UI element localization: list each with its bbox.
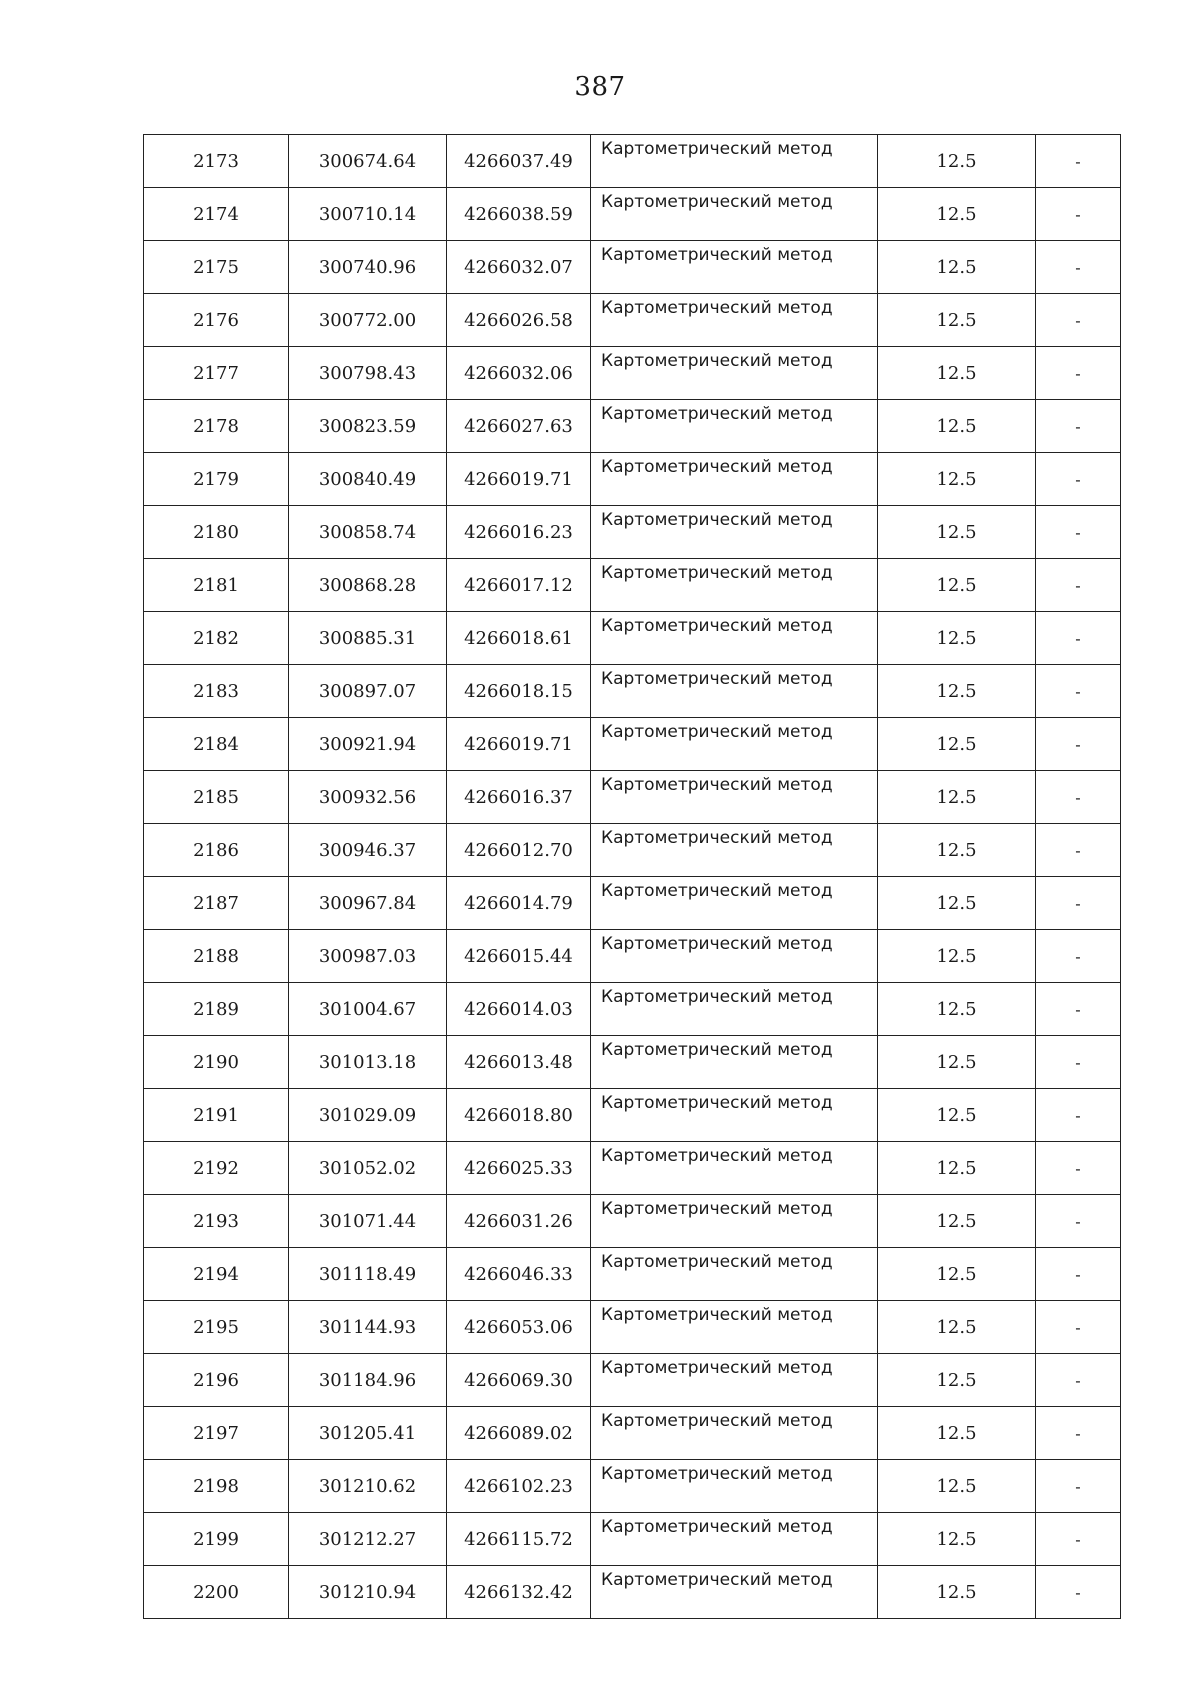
table-row [144, 1036, 1121, 1089]
point-number-cell: 2183 [144, 665, 289, 718]
table-row [144, 559, 1121, 612]
accuracy-cell: 12.5 [878, 1513, 1036, 1566]
note-cell: - [1036, 1036, 1121, 1089]
accuracy-cell: 12.5 [878, 824, 1036, 877]
method-cell: Картометрический метод [591, 1036, 878, 1089]
y-coordinate-cell: 4266115.72 [447, 1513, 591, 1566]
accuracy-cell: 12.5 [878, 1566, 1036, 1619]
method-cell: Картометрический метод [591, 347, 878, 400]
table-row [144, 241, 1121, 294]
table-row [144, 824, 1121, 877]
y-coordinate-cell: 4266017.12 [447, 559, 591, 612]
note-cell: - [1036, 453, 1121, 506]
x-coordinate-cell: 301205.41 [289, 1407, 447, 1460]
x-coordinate-cell: 301013.18 [289, 1036, 447, 1089]
method-cell: Картометрический метод [591, 559, 878, 612]
accuracy-cell: 12.5 [878, 453, 1036, 506]
method-cell: Картометрический метод [591, 718, 878, 771]
point-number-cell: 2197 [144, 1407, 289, 1460]
y-coordinate-cell: 4266019.71 [447, 453, 591, 506]
table-row [144, 665, 1121, 718]
method-cell: Картометрический метод [591, 1513, 878, 1566]
table-row [144, 1248, 1121, 1301]
accuracy-cell: 12.5 [878, 1248, 1036, 1301]
accuracy-cell: 12.5 [878, 347, 1036, 400]
x-coordinate-cell: 301184.96 [289, 1354, 447, 1407]
table-row [144, 718, 1121, 771]
accuracy-cell: 12.5 [878, 665, 1036, 718]
method-cell: Картометрический метод [591, 400, 878, 453]
point-number-cell: 2185 [144, 771, 289, 824]
method-cell: Картометрический метод [591, 294, 878, 347]
table-row [144, 1301, 1121, 1354]
table-row [144, 1513, 1121, 1566]
y-coordinate-cell: 4266038.59 [447, 188, 591, 241]
y-coordinate-cell: 4266046.33 [447, 1248, 591, 1301]
y-coordinate-cell: 4266025.33 [447, 1142, 591, 1195]
accuracy-cell: 12.5 [878, 1301, 1036, 1354]
y-coordinate-cell: 4266013.48 [447, 1036, 591, 1089]
y-coordinate-cell: 4266014.03 [447, 983, 591, 1036]
note-cell: - [1036, 983, 1121, 1036]
table-row [144, 1460, 1121, 1513]
page-number: 387 [574, 72, 626, 102]
y-coordinate-cell: 4266016.23 [447, 506, 591, 559]
method-cell: Картометрический метод [591, 1460, 878, 1513]
x-coordinate-cell: 300967.84 [289, 877, 447, 930]
accuracy-cell: 12.5 [878, 718, 1036, 771]
y-coordinate-cell: 4266015.44 [447, 930, 591, 983]
y-coordinate-cell: 4266037.49 [447, 135, 591, 188]
x-coordinate-cell: 300946.37 [289, 824, 447, 877]
note-cell: - [1036, 877, 1121, 930]
method-cell: Картометрический метод [591, 453, 878, 506]
point-number-cell: 2198 [144, 1460, 289, 1513]
x-coordinate-cell: 300772.00 [289, 294, 447, 347]
note-cell: - [1036, 294, 1121, 347]
method-cell: Картометрический метод [591, 1566, 878, 1619]
method-cell: Картометрический метод [591, 1354, 878, 1407]
coordinates-table [143, 134, 1121, 1619]
accuracy-cell: 12.5 [878, 241, 1036, 294]
point-number-cell: 2199 [144, 1513, 289, 1566]
note-cell: - [1036, 506, 1121, 559]
point-number-cell: 2174 [144, 188, 289, 241]
table-row [144, 294, 1121, 347]
method-cell: Картометрический метод [591, 135, 878, 188]
method-cell: Картометрический метод [591, 1248, 878, 1301]
note-cell: - [1036, 1566, 1121, 1619]
method-cell: Картометрический метод [591, 188, 878, 241]
point-number-cell: 2187 [144, 877, 289, 930]
accuracy-cell: 12.5 [878, 1407, 1036, 1460]
accuracy-cell: 12.5 [878, 1036, 1036, 1089]
accuracy-cell: 12.5 [878, 1460, 1036, 1513]
x-coordinate-cell: 301118.49 [289, 1248, 447, 1301]
point-number-cell: 2178 [144, 400, 289, 453]
note-cell: - [1036, 930, 1121, 983]
note-cell: - [1036, 824, 1121, 877]
y-coordinate-cell: 4266032.06 [447, 347, 591, 400]
point-number-cell: 2189 [144, 983, 289, 1036]
note-cell: - [1036, 1301, 1121, 1354]
x-coordinate-cell: 300868.28 [289, 559, 447, 612]
point-number-cell: 2196 [144, 1354, 289, 1407]
x-coordinate-cell: 301004.67 [289, 983, 447, 1036]
y-coordinate-cell: 4266069.30 [447, 1354, 591, 1407]
accuracy-cell: 12.5 [878, 135, 1036, 188]
point-number-cell: 2186 [144, 824, 289, 877]
x-coordinate-cell: 300921.94 [289, 718, 447, 771]
note-cell: - [1036, 1142, 1121, 1195]
note-cell: - [1036, 718, 1121, 771]
point-number-cell: 2190 [144, 1036, 289, 1089]
note-cell: - [1036, 771, 1121, 824]
note-cell: - [1036, 1248, 1121, 1301]
x-coordinate-cell: 301212.27 [289, 1513, 447, 1566]
accuracy-cell: 12.5 [878, 930, 1036, 983]
table-row [144, 1407, 1121, 1460]
note-cell: - [1036, 1513, 1121, 1566]
table-row [144, 930, 1121, 983]
method-cell: Картометрический метод [591, 983, 878, 1036]
table-row [144, 877, 1121, 930]
point-number-cell: 2195 [144, 1301, 289, 1354]
table-row [144, 1089, 1121, 1142]
table-row [144, 1195, 1121, 1248]
method-cell: Картометрический метод [591, 1142, 878, 1195]
x-coordinate-cell: 300710.14 [289, 188, 447, 241]
table-row [144, 1142, 1121, 1195]
method-cell: Картометрический метод [591, 241, 878, 294]
table-row [144, 506, 1121, 559]
y-coordinate-cell: 4266019.71 [447, 718, 591, 771]
table-row [144, 135, 1121, 188]
note-cell: - [1036, 241, 1121, 294]
point-number-cell: 2194 [144, 1248, 289, 1301]
note-cell: - [1036, 665, 1121, 718]
table-row [144, 771, 1121, 824]
y-coordinate-cell: 4266014.79 [447, 877, 591, 930]
point-number-cell: 2177 [144, 347, 289, 400]
point-number-cell: 2200 [144, 1566, 289, 1619]
y-coordinate-cell: 4266018.61 [447, 612, 591, 665]
method-cell: Картометрический метод [591, 1407, 878, 1460]
table-row [144, 983, 1121, 1036]
y-coordinate-cell: 4266031.26 [447, 1195, 591, 1248]
point-number-cell: 2180 [144, 506, 289, 559]
x-coordinate-cell: 300897.07 [289, 665, 447, 718]
x-coordinate-cell: 301052.02 [289, 1142, 447, 1195]
table-row [144, 347, 1121, 400]
accuracy-cell: 12.5 [878, 1089, 1036, 1142]
note-cell: - [1036, 1089, 1121, 1142]
x-coordinate-cell: 300987.03 [289, 930, 447, 983]
x-coordinate-cell: 301144.93 [289, 1301, 447, 1354]
x-coordinate-cell: 300823.59 [289, 400, 447, 453]
accuracy-cell: 12.5 [878, 506, 1036, 559]
accuracy-cell: 12.5 [878, 1195, 1036, 1248]
y-coordinate-cell: 4266132.42 [447, 1566, 591, 1619]
point-number-cell: 2173 [144, 135, 289, 188]
note-cell: - [1036, 559, 1121, 612]
accuracy-cell: 12.5 [878, 612, 1036, 665]
method-cell: Картометрический метод [591, 771, 878, 824]
x-coordinate-cell: 301029.09 [289, 1089, 447, 1142]
table-row [144, 1354, 1121, 1407]
method-cell: Картометрический метод [591, 506, 878, 559]
point-number-cell: 2182 [144, 612, 289, 665]
method-cell: Картометрический метод [591, 1301, 878, 1354]
method-cell: Картометрический метод [591, 930, 878, 983]
table-body [144, 135, 1121, 1619]
table-row [144, 612, 1121, 665]
point-number-cell: 2184 [144, 718, 289, 771]
note-cell: - [1036, 400, 1121, 453]
point-number-cell: 2181 [144, 559, 289, 612]
note-cell: - [1036, 1460, 1121, 1513]
method-cell: Картометрический метод [591, 665, 878, 718]
note-cell: - [1036, 347, 1121, 400]
method-cell: Картометрический метод [591, 877, 878, 930]
table-row [144, 400, 1121, 453]
note-cell: - [1036, 612, 1121, 665]
point-number-cell: 2191 [144, 1089, 289, 1142]
y-coordinate-cell: 4266018.80 [447, 1089, 591, 1142]
point-number-cell: 2175 [144, 241, 289, 294]
note-cell: - [1036, 188, 1121, 241]
x-coordinate-cell: 300858.74 [289, 506, 447, 559]
y-coordinate-cell: 4266089.02 [447, 1407, 591, 1460]
method-cell: Картометрический метод [591, 824, 878, 877]
accuracy-cell: 12.5 [878, 294, 1036, 347]
x-coordinate-cell: 301071.44 [289, 1195, 447, 1248]
accuracy-cell: 12.5 [878, 1142, 1036, 1195]
accuracy-cell: 12.5 [878, 877, 1036, 930]
point-number-cell: 2193 [144, 1195, 289, 1248]
point-number-cell: 2192 [144, 1142, 289, 1195]
method-cell: Картометрический метод [591, 612, 878, 665]
y-coordinate-cell: 4266026.58 [447, 294, 591, 347]
accuracy-cell: 12.5 [878, 559, 1036, 612]
method-cell: Картометрический метод [591, 1089, 878, 1142]
method-cell: Картометрический метод [591, 1195, 878, 1248]
x-coordinate-cell: 300674.64 [289, 135, 447, 188]
y-coordinate-cell: 4266102.23 [447, 1460, 591, 1513]
accuracy-cell: 12.5 [878, 400, 1036, 453]
y-coordinate-cell: 4266016.37 [447, 771, 591, 824]
y-coordinate-cell: 4266018.15 [447, 665, 591, 718]
accuracy-cell: 12.5 [878, 188, 1036, 241]
accuracy-cell: 12.5 [878, 983, 1036, 1036]
y-coordinate-cell: 4266027.63 [447, 400, 591, 453]
point-number-cell: 2179 [144, 453, 289, 506]
x-coordinate-cell: 300798.43 [289, 347, 447, 400]
x-coordinate-cell: 300932.56 [289, 771, 447, 824]
table-row [144, 188, 1121, 241]
x-coordinate-cell: 301210.62 [289, 1460, 447, 1513]
y-coordinate-cell: 4266012.70 [447, 824, 591, 877]
x-coordinate-cell: 300885.31 [289, 612, 447, 665]
note-cell: - [1036, 1407, 1121, 1460]
accuracy-cell: 12.5 [878, 771, 1036, 824]
note-cell: - [1036, 1195, 1121, 1248]
x-coordinate-cell: 301210.94 [289, 1566, 447, 1619]
point-number-cell: 2188 [144, 930, 289, 983]
x-coordinate-cell: 300840.49 [289, 453, 447, 506]
y-coordinate-cell: 4266032.07 [447, 241, 591, 294]
x-coordinate-cell: 300740.96 [289, 241, 447, 294]
accuracy-cell: 12.5 [878, 1354, 1036, 1407]
table-row [144, 1566, 1121, 1619]
table-row [144, 453, 1121, 506]
note-cell: - [1036, 135, 1121, 188]
note-cell: - [1036, 1354, 1121, 1407]
point-number-cell: 2176 [144, 294, 289, 347]
y-coordinate-cell: 4266053.06 [447, 1301, 591, 1354]
